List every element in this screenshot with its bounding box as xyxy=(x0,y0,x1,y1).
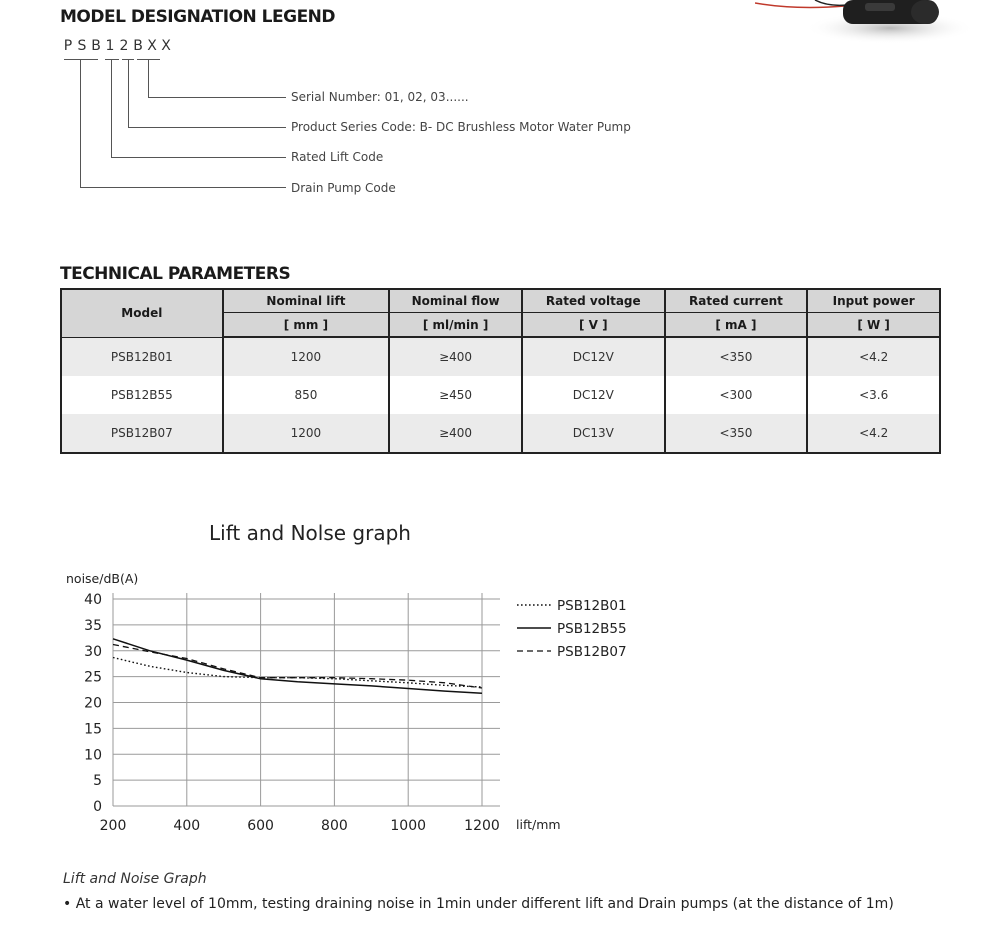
technical-title: TECHNICAL PARAMETERS xyxy=(60,264,291,284)
x-tick-label: 400 xyxy=(173,818,201,834)
x-tick-label: 600 xyxy=(247,818,274,834)
cell-nominal-lift: 1200 xyxy=(223,414,390,453)
table-row xyxy=(61,337,940,376)
cell-nominal-flow: ≥450 xyxy=(389,376,522,414)
table-row xyxy=(61,414,940,453)
column-header-nominal-lift: Nominal lift xyxy=(223,289,390,313)
y-axis-label: noise/dB(A) xyxy=(66,571,139,586)
code-letter: B xyxy=(133,38,143,54)
cell-rated-current: <350 xyxy=(665,337,808,376)
cell-rated-current: <300 xyxy=(665,376,808,414)
lift-noise-chart xyxy=(0,500,700,845)
y-tick-label: 40 xyxy=(84,592,102,608)
legend-label: PSB12B01 xyxy=(557,598,627,614)
column-header-rated-current: Rated current xyxy=(665,289,808,313)
cell-rated-voltage: DC12V xyxy=(522,337,665,376)
chart-caption: Lift and Noise Graph xyxy=(63,871,207,887)
legend-drain-pump: Drain Pump Code xyxy=(291,181,396,195)
technical-table xyxy=(60,288,941,454)
column-header-nominal-flow: Nominal flow xyxy=(389,289,522,313)
cell-input-power: <4.2 xyxy=(807,337,940,376)
cell-nominal-flow: ≥400 xyxy=(389,414,522,453)
x-tick-label: 1000 xyxy=(390,818,427,834)
series-line-psb12b01 xyxy=(113,658,482,688)
code-letter: P xyxy=(63,38,73,54)
y-tick-label: 30 xyxy=(84,643,102,660)
code-letter: 1 xyxy=(105,38,115,54)
chart-title: Lift and Nolse graph xyxy=(209,521,411,545)
legend-title: MODEL DESIGNATION LEGEND xyxy=(60,7,336,27)
unit-nominal-flow: [ ml/min ] xyxy=(389,313,522,338)
cell-model: PSB12B01 xyxy=(61,337,223,376)
y-tick-label: 15 xyxy=(84,721,102,738)
cell-nominal-lift: 850 xyxy=(223,376,390,414)
column-header-rated-voltage: Rated voltage xyxy=(522,289,665,313)
y-tick-label: 10 xyxy=(84,747,102,764)
x-tick-label: 1200 xyxy=(464,818,500,834)
unit-rated-voltage: [ V ] xyxy=(522,313,665,338)
series-line-psb12b55 xyxy=(113,639,482,693)
table-header-row xyxy=(61,289,940,313)
y-tick-label: 5 xyxy=(93,773,102,790)
x-tick-label: 800 xyxy=(321,818,348,834)
product-photo xyxy=(755,0,975,50)
cell-nominal-flow: ≥400 xyxy=(389,337,522,376)
chart-legend xyxy=(517,598,627,660)
legend-series-code: Product Series Code: B- DC Brushless Motor Water Pump xyxy=(291,120,631,134)
x-tick-label: 200 xyxy=(99,818,127,834)
unit-input-power: [ W ] xyxy=(807,313,940,338)
column-header-input-power: Input power xyxy=(807,289,940,313)
cell-model: PSB12B55 xyxy=(61,376,223,414)
legend-connector-lines xyxy=(0,0,300,200)
code-letter: 2 xyxy=(119,38,129,54)
cell-input-power: <4.2 xyxy=(807,414,940,453)
test-note: • At a water level of 10mm, testing draining noise in 1min under different lift and Drain pumps (at the distance of 1m) xyxy=(63,896,894,912)
cell-rated-current: <350 xyxy=(665,414,808,453)
cell-input-power: <3.6 xyxy=(807,376,940,414)
code-letter: X xyxy=(161,38,171,54)
chart-grid xyxy=(113,593,500,806)
cell-model: PSB12B07 xyxy=(61,414,223,453)
legend-label: PSB12B07 xyxy=(557,644,627,660)
code-letter: S xyxy=(77,38,87,54)
column-header-model: Model xyxy=(61,289,223,337)
code-letter: B xyxy=(91,38,101,54)
unit-nominal-lift: [ mm ] xyxy=(223,313,390,338)
unit-rated-current: [ mA ] xyxy=(665,313,808,338)
chart-ticks xyxy=(84,592,500,834)
cell-rated-voltage: DC12V xyxy=(522,376,665,414)
code-letter: X xyxy=(147,38,157,54)
y-tick-label: 25 xyxy=(84,669,102,686)
y-tick-label: 20 xyxy=(84,695,102,712)
table-row xyxy=(61,376,940,414)
cell-nominal-lift: 1200 xyxy=(223,337,390,376)
chart-series xyxy=(113,639,482,693)
legend-label: PSB12B55 xyxy=(557,621,627,637)
y-tick-label: 0 xyxy=(93,799,102,815)
legend-rated-lift: Rated Lift Code xyxy=(291,150,384,164)
cell-rated-voltage: DC13V xyxy=(522,414,665,453)
legend-serial-number: Serial Number: 01, 02, 03...... xyxy=(291,90,469,104)
x-axis-label: lift/mm xyxy=(516,817,561,832)
y-tick-label: 35 xyxy=(84,617,102,634)
